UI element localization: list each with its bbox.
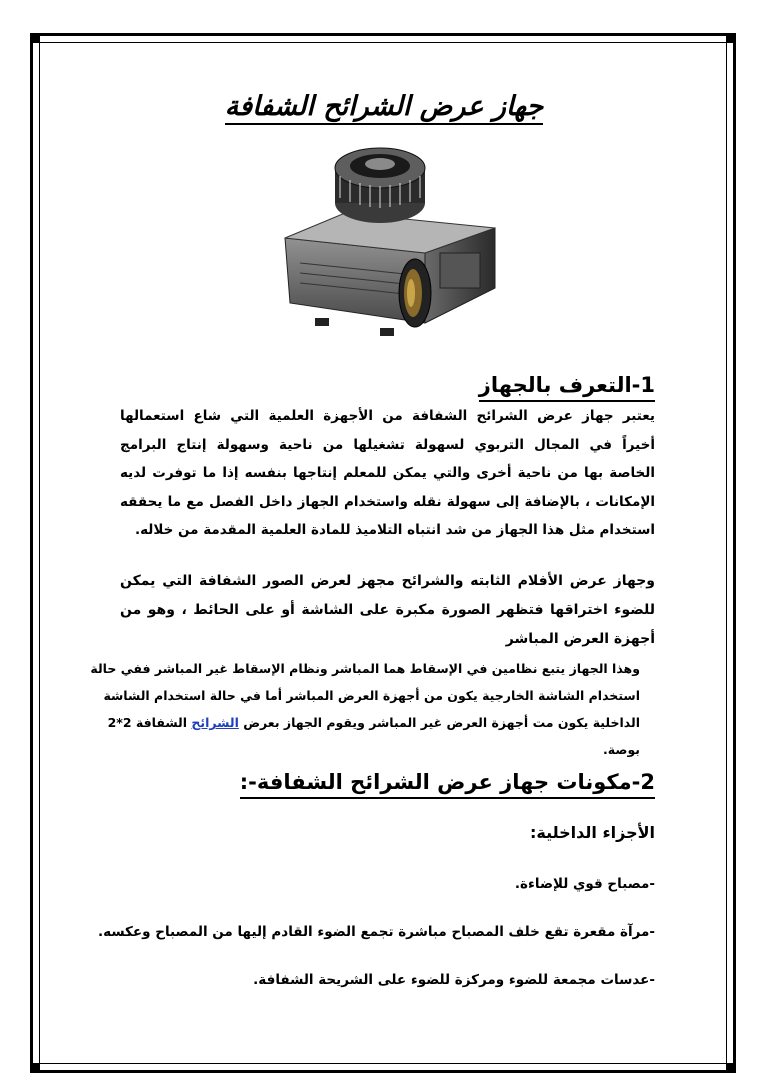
paragraph-description bbox=[120, 567, 655, 654]
paragraph-intro bbox=[120, 402, 655, 545]
text-line: بوصة. bbox=[603, 742, 640, 757]
text-line: استخدام الشاشة الخارجية يكون من أجهزة العرض المباشر أما في حالة استخدام الشاشة bbox=[103, 688, 640, 703]
text-line: الخاصة بها من ناحية أخرى والتي يمكن للمعلم إنتاجها بنفسه إذا ما توفرت لديه bbox=[120, 465, 655, 481]
list-item: -مصباح قوي للإضاءة. bbox=[514, 876, 655, 892]
slide-projector-illustration bbox=[265, 128, 495, 353]
text-line: للضوء اختراقها فتظهر الصورة مكبرة على الشاشة أو على الحائط ، وهو من bbox=[120, 602, 655, 618]
section-heading: 1-التعرف بالجهاز bbox=[479, 370, 655, 402]
text-line: أجهزة العرض المباشر bbox=[505, 631, 655, 647]
text-line bbox=[107, 709, 640, 736]
section-heading: 2-مكونات جهاز عرض الشرائح الشفافة-: bbox=[240, 767, 655, 799]
text-line: أخيراً في المجال التربوي لسهولة تشغيلها من ناحية وسهولة إنتاج البرامج bbox=[120, 436, 655, 453]
text-fragment: الداخلية يكون مت أجهزة العرض غير المباشر ويقوم الجهاز بعرض bbox=[238, 715, 640, 730]
border-corner bbox=[726, 1063, 736, 1073]
border-corner bbox=[30, 1063, 40, 1073]
text-line: وهذا الجهاز يتبع نظامين في الإسقاط هما المباشر ونظام الإسقاط غير المباشر ففي حالة bbox=[90, 661, 640, 676]
paragraph-projection bbox=[90, 655, 640, 763]
text-line: وجهاز عرض الأفلام الثابته والشرائح مجهز لعرض الصور الشفافة التي يمكن bbox=[120, 573, 655, 589]
text-line: يعتبر جهاز عرض الشرائح الشفافة من الأجهزة العلمية التي شاع استعمالها bbox=[120, 408, 655, 424]
border-corner bbox=[30, 33, 40, 43]
page-title: جهاز عرض الشرائح الشفافة bbox=[0, 88, 768, 126]
list-item: -عدسات مجمعة للضوء ومركزة للضوء على الشريحة الشفافة. bbox=[253, 972, 655, 988]
text-fragment: الشفافة 2*2 bbox=[107, 715, 192, 730]
border-corner bbox=[726, 33, 736, 43]
text-line: الإمكانات ، بالإضافة إلى سهولة نقله واستخدام الجهاز داخل الفصل مع ما يحققه bbox=[120, 493, 655, 510]
text-line: استخدام مثل هذا الجهاز من شد انتباه التلاميذ للمادة العلمية المقدمة من خلاله. bbox=[134, 522, 655, 538]
subheading-internal-parts: الأجزاء الداخلية: bbox=[529, 823, 655, 842]
slides-link[interactable]: الشرائح bbox=[191, 715, 239, 730]
list-item: -مرآة مقعرة تقع خلف المصباح مباشرة تجمع الضوء القادم إليها من المصباح وعكسه. bbox=[98, 924, 655, 940]
